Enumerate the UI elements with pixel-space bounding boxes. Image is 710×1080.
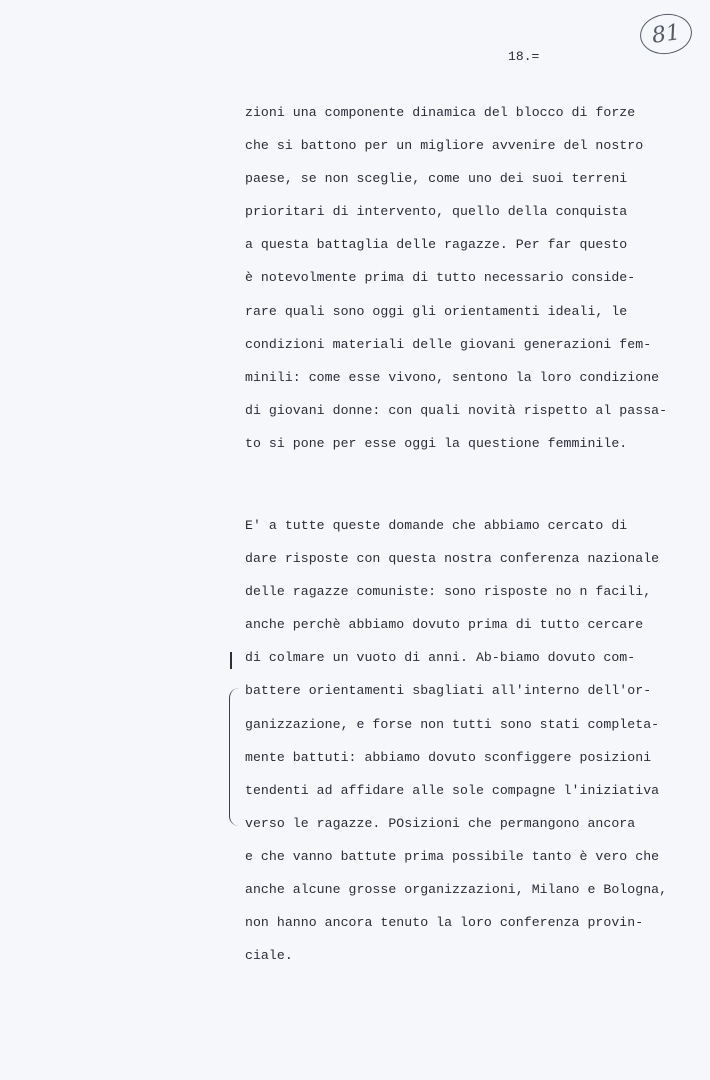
text-line: mente battuti: abbiamo dovuto sconfiggere posizioni	[245, 749, 652, 765]
paragraph-1	[245, 96, 695, 460]
text-line: tendenti ad affidare alle sole compagne l'iniziativa	[245, 782, 660, 798]
text-line: di colmare un vuoto di anni. Ab-biamo dovuto com-	[245, 650, 636, 666]
text-line: ganizzazione, e forse non tutti sono stati completa-	[245, 716, 660, 732]
text-line: è notevolmente prima di tutto necessario conside-	[245, 270, 636, 286]
text-line: dare risposte con questa nostra conferenza nazionale	[245, 551, 660, 567]
text-line: non hanno ancora tenuto la loro conferenza provin-	[245, 915, 644, 931]
text-line: di giovani donne: con quali novità rispetto al passa-	[245, 402, 668, 418]
text-line: verso le ragazze. POsizioni che permangono ancora	[245, 815, 636, 831]
text-line: ciale.	[245, 948, 293, 964]
margin-bracket-mark	[229, 688, 239, 826]
text-line: anche alcune grosse organizzazioni, Milano e Bologna,	[245, 882, 668, 898]
text-line: paese, se non sceglie, come uno dei suoi terreni	[245, 171, 628, 187]
text-line: rare quali sono oggi gli orientamenti ideali, le	[245, 303, 628, 319]
margin-mark	[230, 652, 236, 669]
text-line: to si pone per esse oggi la questione femminile.	[245, 435, 628, 451]
page-number: 18.=	[508, 49, 540, 64]
text-line: e che vanno battute prima possibile tanto è vero che	[245, 848, 660, 864]
text-line: che si battono per un migliore avvenire del nostro	[245, 138, 644, 154]
paragraph-2	[245, 509, 695, 972]
text-line: condizioni materiali delle giovani generazioni fem-	[245, 336, 652, 352]
text-line: a questa battaglia delle ragazze. Per far questo	[245, 237, 628, 253]
text-line: E' a tutte queste domande che abbiamo cercato di	[245, 518, 628, 533]
handwritten-page-stamp: 81	[637, 11, 694, 58]
text-line: minili: come esse vivono, sentono la loro condizione	[245, 369, 660, 385]
text-line: battere orientamenti sbagliati all'interno dell'or-	[245, 683, 652, 699]
text-line: zioni una componente dinamica del blocco di forze	[245, 105, 636, 120]
text-line: anche perchè abbiamo dovuto prima di tutto cercare	[245, 617, 644, 633]
text-line: delle ragazze comuniste: sono risposte no n facili,	[245, 584, 652, 600]
text-line: prioritari di intervento, quello della conquista	[245, 204, 628, 220]
